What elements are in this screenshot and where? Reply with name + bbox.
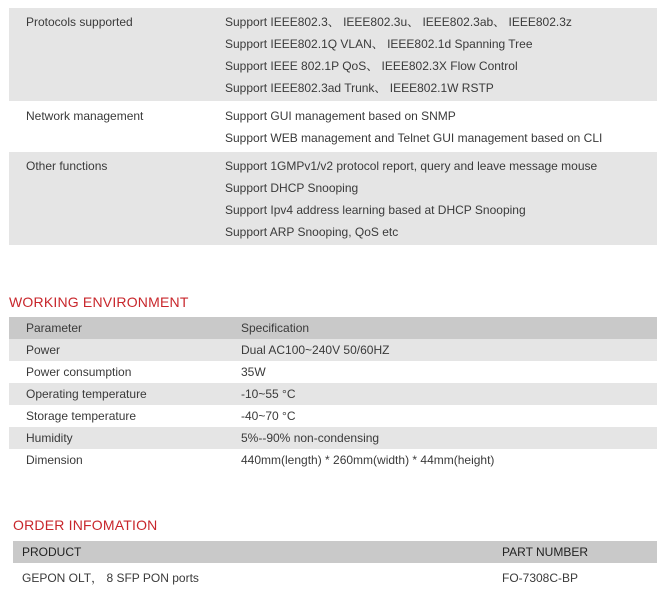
table-row <box>9 449 657 471</box>
working-environment-title: WORKING ENVIRONMENT <box>9 294 189 310</box>
table-row <box>9 427 657 449</box>
spec-line: Support 1GMPv1/v2 protocol report, query and leave message mouse <box>225 159 598 173</box>
spec-group-values <box>225 105 657 149</box>
row-parameter: Storage temperature <box>26 409 137 423</box>
table-row <box>13 567 657 589</box>
row-specification: Dual AC100~240V 50/60HZ <box>241 343 390 357</box>
row-product: GEPON OLT， 8 SFP PON ports <box>22 571 199 585</box>
spec-line: Support DHCP Snooping <box>225 181 359 195</box>
order-information-table <box>13 541 657 589</box>
row-specification: -40~70 °C <box>241 409 296 423</box>
spec-line: Support WEB management and Telnet GUI management based on CLI <box>225 131 603 145</box>
header-specification: Specification <box>241 321 310 335</box>
spec-line: Support ARP Snooping, QoS etc <box>225 225 399 239</box>
table-row <box>9 361 657 383</box>
spec-group-label: Network management <box>26 109 144 123</box>
row-parameter: Operating temperature <box>26 387 147 401</box>
table-header-row <box>9 317 657 339</box>
order-information-title: ORDER INFOMATION <box>13 517 158 533</box>
working-environment-table <box>9 317 657 471</box>
header-parameter: Parameter <box>26 321 83 335</box>
row-parameter: Dimension <box>26 453 83 467</box>
spec-line: Support GUI management based on SNMP <box>225 109 456 123</box>
spec-line: Support IEEE802.1Q VLAN、 IEEE802.1d Spanning Tree <box>225 37 533 51</box>
spec-group-network-management <box>9 101 657 151</box>
table-row <box>9 405 657 427</box>
spec-group-values <box>225 155 657 243</box>
spec-line: Support IEEE802.3、 IEEE802.3u、 IEEE802.3ab、 IEEE802.3z <box>225 15 572 29</box>
features-spec-table <box>9 8 657 245</box>
row-parameter: Power consumption <box>26 365 132 379</box>
row-specification: -10~55 °C <box>241 387 296 401</box>
table-row <box>9 383 657 405</box>
row-specification: 440mm(length) * 260mm(width) * 44mm(height) <box>241 453 495 467</box>
spec-group-protocols <box>9 8 657 101</box>
table-row <box>9 339 657 361</box>
header-part-number: PART NUMBER <box>502 545 589 559</box>
spec-group-other-functions <box>9 151 657 245</box>
spec-line: Support IEEE 802.1P QoS、 IEEE802.3X Flow Control <box>225 59 518 73</box>
row-parameter: Power <box>26 343 61 357</box>
header-product: PRODUCT <box>22 545 82 559</box>
row-parameter: Humidity <box>26 431 73 445</box>
row-specification: 5%--90% non-condensing <box>241 431 380 445</box>
row-specification: 35W <box>241 365 266 379</box>
spec-group-label: Other functions <box>26 159 108 173</box>
spec-line: Support Ipv4 address learning based at DHCP Snooping <box>225 203 526 217</box>
spec-group-label: Protocols supported <box>26 15 133 29</box>
row-part-number: FO-7308C-BP <box>502 571 579 585</box>
spec-line: Support IEEE802.3ad Trunk、 IEEE802.1W RSTP <box>225 81 494 95</box>
spec-group-values <box>225 11 657 99</box>
table-header-row <box>13 541 657 563</box>
